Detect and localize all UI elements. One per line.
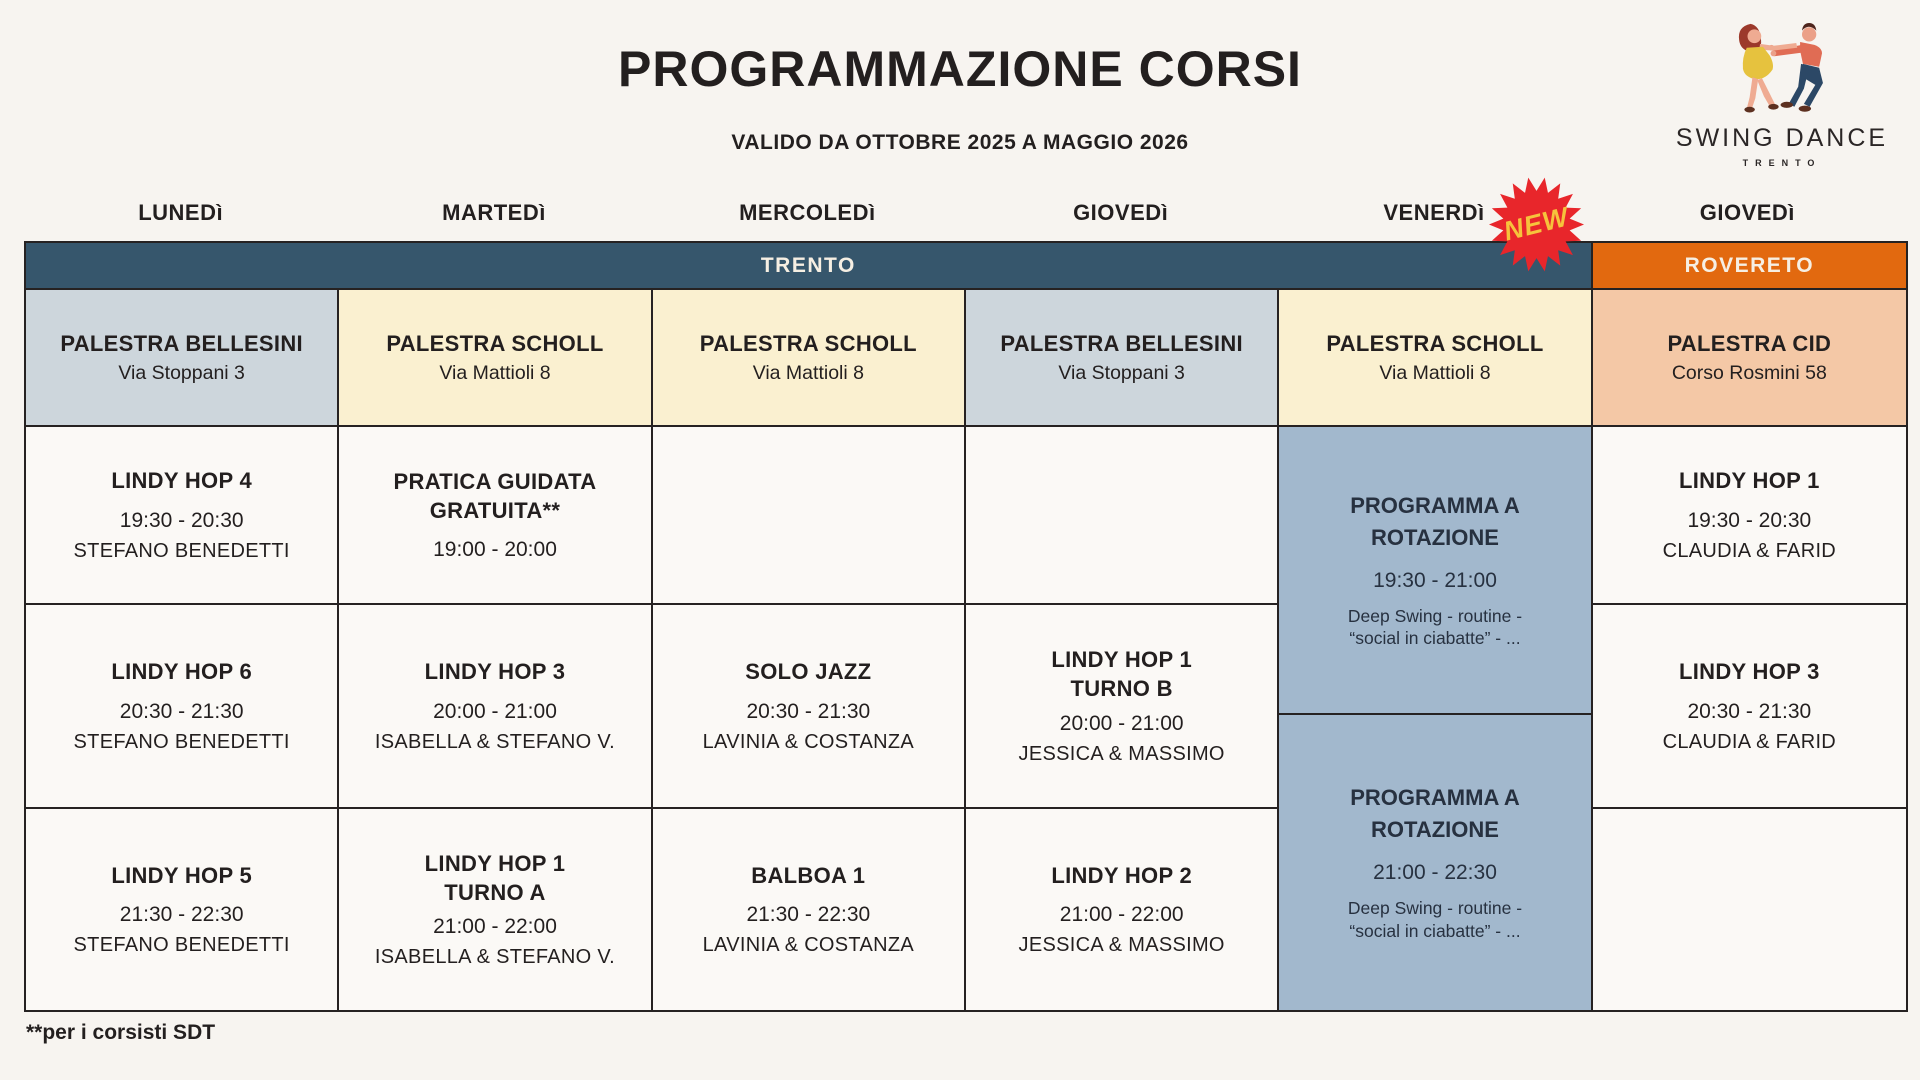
course-title: LINDY HOP 4 [111,468,252,494]
course-cell-thursday-2 [966,605,1279,809]
day-header-wednesday: MERCOLEDì [739,200,876,225]
course-teacher: STEFANO BENEDETTI [73,730,290,753]
course-time: 19:00 - 20:00 [433,538,557,562]
course-cell-monday-3 [26,809,339,1010]
schedule-table [24,241,1908,1012]
course-cell-tuesday-1 [339,427,652,605]
course-cell-thursday-3 [966,809,1279,1010]
course-teacher: STEFANO BENEDETTI [73,934,290,957]
course-title: PROGRAMMA A ROTAZIONE [1350,785,1520,843]
course-cell-monday-2 [26,605,339,809]
venue-address: Via Mattioli 8 [1379,361,1491,384]
swing-dance-trento-logo [1662,22,1902,168]
course-teacher: LAVINIA & COSTANZA [702,934,915,957]
course-time: 21:30 - 22:30 [746,903,871,927]
dancing-couple-icon [1707,22,1857,122]
venue-header-monday [26,290,339,427]
course-teacher: LAVINIA & COSTANZA [702,730,915,753]
course-title: LINDY HOP 1 [424,850,566,876]
new-badge-label: NEW [1500,201,1573,247]
venue-address: Via Stoppani 3 [118,361,245,384]
course-title: LINDY HOP 1 [1051,647,1192,673]
course-teacher: JESSICA & MASSIMO [1018,742,1225,765]
course-cell-friday-1 [1279,427,1590,715]
venue-address: Via Mattioli 8 [752,361,864,384]
venue-header-thursday [966,290,1279,427]
venue-name: PALESTRA SCHOLL [386,330,604,356]
course-title: SOLO JAZZ [745,659,872,685]
course-time: 21:00 - 22:00 [433,915,557,939]
course-cell-friday-2 [1279,715,1590,1010]
course-time: 20:00 - 21:00 [1059,711,1184,735]
course-time: 19:30 - 21:00 [1373,568,1497,592]
venue-name: PALESTRA BELLESINI [1000,330,1243,356]
city-banner-rovereto: ROVERETO [1593,243,1906,290]
course-time: 19:30 - 20:30 [119,508,244,532]
course-time: 20:30 - 21:30 [119,699,244,723]
course-cell-wednesday-3 [653,809,966,1010]
friday-rotation-column [1279,427,1592,1010]
venue-header-rovereto [1593,290,1906,427]
course-description-line: “social in ciabatte” - ... [1349,920,1521,941]
course-title: LINDY HOP 6 [111,659,252,685]
venue-header-tuesday [339,290,652,427]
venue-name: PALESTRA SCHOLL [1326,330,1544,356]
course-description-line: “social in ciabatte” - ... [1349,628,1521,649]
day-header-friday: VENERDì [1383,200,1485,225]
day-header-row [24,200,1904,226]
empty-cell-rovereto-3 [1593,809,1906,1010]
course-title-line2: TURNO A [444,879,546,905]
venue-header-friday [1279,290,1592,427]
course-title: LINDY HOP 2 [1051,862,1192,888]
course-teacher: ISABELLA & STEFANO V. [374,946,616,969]
course-description-line: Deep Swing - routine - [1347,898,1523,919]
validity-subtitle: VALIDO DA OTTOBRE 2025 A MAGGIO 2026 [731,131,1189,154]
city-banner-trento: TRENTO [26,243,1593,290]
venue-address: Via Mattioli 8 [439,361,551,384]
venue-address: Via Stoppani 3 [1058,361,1185,384]
footnote: **per i corsisti SDT [26,1021,216,1044]
course-cell-tuesday-2 [339,605,652,809]
course-title: PRATICA GUIDATA GRATUITA** [393,468,597,523]
new-badge [1487,175,1586,274]
course-title: PROGRAMMA A ROTAZIONE [1350,492,1520,550]
venue-name: PALESTRA CID [1667,330,1832,356]
course-title: BALBOA 1 [751,862,866,888]
course-teacher: STEFANO BENEDETTI [73,539,290,562]
venue-header-wednesday [653,290,966,427]
course-title: LINDY HOP 1 [1679,468,1820,494]
logo-wordmark: SWING DANCE [1675,124,1889,152]
course-teacher: CLAUDIA & FARID [1662,539,1837,562]
logo-city-label: TRENTO [1742,158,1822,168]
course-teacher: CLAUDIA & FARID [1662,730,1837,753]
venue-name: PALESTRA BELLESINI [60,330,303,356]
course-cell-rovereto-1 [1593,427,1906,605]
venue-address: Corso Rosmini 58 [1671,361,1827,384]
day-header-monday: LUNEDì [138,200,224,225]
course-teacher: JESSICA & MASSIMO [1018,934,1225,957]
course-description-line: Deep Swing - routine - [1347,605,1523,626]
course-title: LINDY HOP 3 [1679,659,1820,685]
course-time: 21:00 - 22:00 [1059,903,1184,927]
course-time: 19:30 - 20:30 [1687,508,1812,532]
venue-name: PALESTRA SCHOLL [699,330,917,356]
course-time: 20:30 - 21:30 [1687,699,1812,723]
course-time: 21:30 - 22:30 [119,903,244,927]
course-cell-monday-1 [26,427,339,605]
course-cell-rovereto-2 [1593,605,1906,809]
course-time: 20:00 - 21:00 [433,699,557,723]
empty-cell-wednesday-1 [653,427,966,605]
page-title: PROGRAMMAZIONE CORSI [618,41,1302,97]
course-title: LINDY HOP 3 [424,659,566,685]
course-time: 21:00 - 22:30 [1373,861,1497,885]
course-description [1348,897,1522,943]
day-header-thursday-rovereto: GIOVEDì [1699,200,1795,225]
course-cell-tuesday-3 [339,809,652,1010]
course-description [1348,605,1522,651]
day-header-tuesday: MARTEDì [442,200,546,225]
empty-cell-thursday-1 [966,427,1279,605]
course-teacher: ISABELLA & STEFANO V. [374,730,616,753]
course-title: LINDY HOP 5 [111,862,252,888]
course-title-line2: TURNO B [1070,676,1173,701]
course-time: 20:30 - 21:30 [746,699,871,723]
day-header-thursday: GIOVEDì [1073,200,1169,225]
course-cell-wednesday-2 [653,605,966,809]
